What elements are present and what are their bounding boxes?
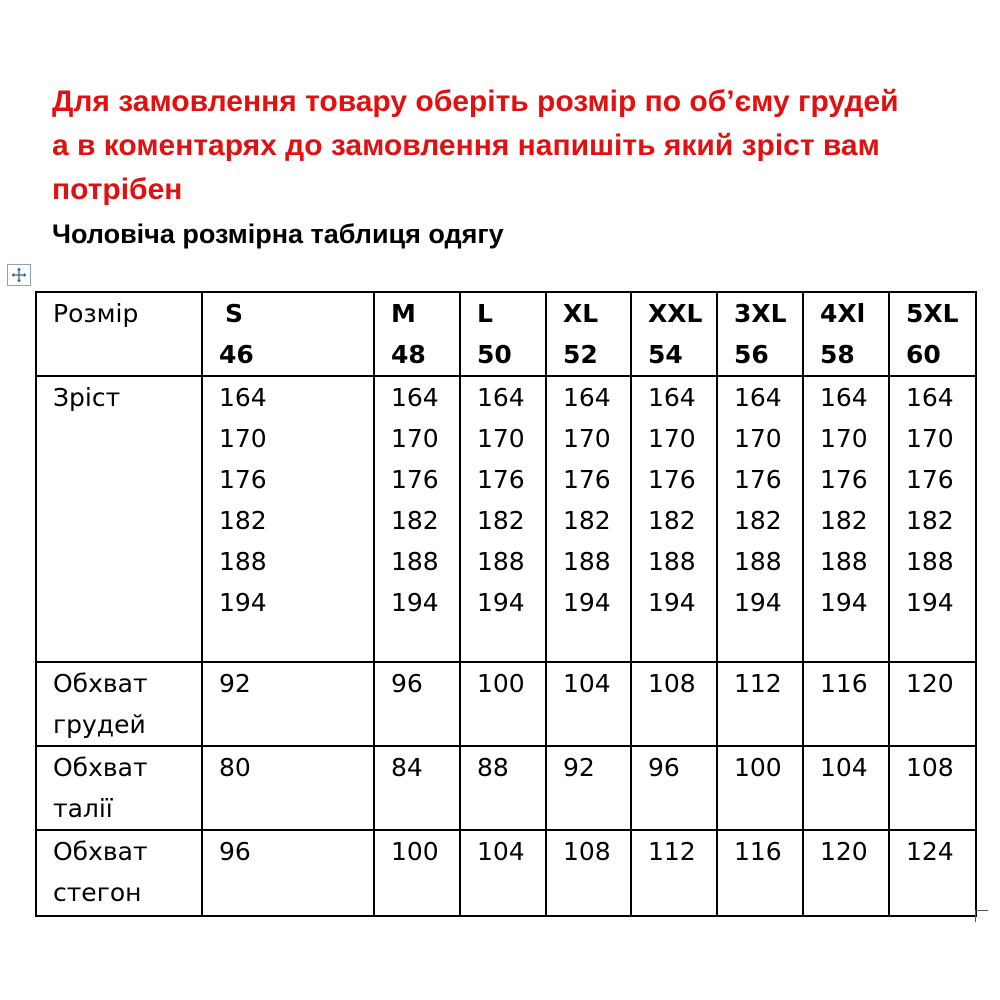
move-arrows-glyph	[11, 267, 27, 283]
waist-value-cell: 108	[889, 746, 976, 830]
height-value: 170	[219, 424, 267, 453]
size-number: 56	[734, 340, 769, 369]
chest-value-cell: 108	[631, 662, 717, 746]
waist-row	[36, 746, 976, 830]
height-value: 164	[391, 383, 439, 412]
height-value: 176	[906, 465, 954, 494]
size-number: 46	[219, 340, 254, 369]
size-code: XL	[563, 299, 599, 328]
height-value: 176	[391, 465, 439, 494]
height-value: 188	[477, 547, 525, 576]
height-value: 164	[820, 383, 868, 412]
chest-value-cell: 112	[717, 662, 803, 746]
height-value: 182	[563, 506, 611, 535]
height-value: 188	[820, 547, 868, 576]
height-value: 170	[477, 424, 525, 453]
height-value: 188	[734, 547, 782, 576]
height-value: 164	[477, 383, 525, 412]
height-value: 176	[734, 465, 782, 494]
chest-value-cell: 92	[202, 662, 374, 746]
order-notice	[52, 80, 982, 212]
height-cell	[803, 376, 889, 662]
height-value: 194	[563, 588, 611, 617]
chest-row	[36, 662, 976, 746]
waist-value-cell: 100	[717, 746, 803, 830]
waist-value-cell: 84	[374, 746, 460, 830]
height-value: 194	[477, 588, 525, 617]
height-cell	[889, 376, 976, 662]
notice-line-1: Для замовлення товару оберіть розмір по об’єму грудей	[52, 85, 899, 118]
height-value: 176	[563, 465, 611, 494]
hip-value-cell: 100	[374, 830, 460, 916]
hip-value-cell: 120	[803, 830, 889, 916]
chest-value-cell: 96	[374, 662, 460, 746]
size-header-l	[460, 292, 546, 376]
waist-label-cell	[36, 746, 202, 830]
header-row	[36, 292, 976, 376]
row-label-line: Обхват	[53, 753, 148, 782]
size-label-cell: Розмір	[36, 292, 202, 376]
size-number: 50	[477, 340, 512, 369]
hip-value-cell: 108	[546, 830, 631, 916]
size-number: 48	[391, 340, 426, 369]
chest-value-cell: 104	[546, 662, 631, 746]
height-value: 176	[219, 465, 267, 494]
height-cell	[631, 376, 717, 662]
hip-label-cell	[36, 830, 202, 916]
size-number: 58	[820, 340, 855, 369]
size-table	[35, 291, 977, 917]
height-value: 194	[391, 588, 439, 617]
size-header-xl	[546, 292, 631, 376]
height-value: 194	[906, 588, 954, 617]
notice-line-2: а в коментарях до замовлення напишіть який зріст вам	[52, 129, 880, 162]
height-value: 182	[219, 506, 267, 535]
height-value: 188	[648, 547, 696, 576]
size-code: L	[477, 299, 493, 328]
height-cell	[202, 376, 374, 662]
waist-value-cell: 92	[546, 746, 631, 830]
height-value: 188	[391, 547, 439, 576]
height-value: 170	[820, 424, 868, 453]
row-label-line: грудей	[53, 710, 146, 739]
height-value: 164	[563, 383, 611, 412]
size-code: S	[225, 299, 244, 328]
table-title: Чоловіча розмірна таблиця одягу	[52, 219, 504, 249]
height-value: 182	[820, 506, 868, 535]
height-value: 176	[477, 465, 525, 494]
chest-label-cell	[36, 662, 202, 746]
height-value: 182	[648, 506, 696, 535]
height-value: 188	[219, 547, 267, 576]
table-end-marker	[975, 910, 988, 922]
height-value: 194	[648, 588, 696, 617]
height-value: 188	[906, 547, 954, 576]
size-header-m	[374, 292, 460, 376]
row-label-line: стегон	[53, 878, 142, 907]
waist-value-cell: 104	[803, 746, 889, 830]
height-value: 170	[734, 424, 782, 453]
height-value: 176	[820, 465, 868, 494]
size-code: 5XL	[906, 299, 959, 328]
notice-line-3: потрібен	[52, 173, 183, 206]
size-number: 52	[563, 340, 598, 369]
size-code: XXL	[648, 299, 703, 328]
hip-value-cell: 104	[460, 830, 546, 916]
size-number: 54	[648, 340, 683, 369]
height-value: 176	[648, 465, 696, 494]
size-code: 3XL	[734, 299, 787, 328]
height-value: 170	[563, 424, 611, 453]
chest-value-cell: 116	[803, 662, 889, 746]
hip-value-cell: 116	[717, 830, 803, 916]
height-row	[36, 376, 976, 662]
waist-value-cell: 88	[460, 746, 546, 830]
height-value: 164	[219, 383, 267, 412]
chest-value-cell: 120	[889, 662, 976, 746]
height-value: 170	[391, 424, 439, 453]
height-value: 170	[906, 424, 954, 453]
height-cell	[374, 376, 460, 662]
waist-value-cell: 96	[631, 746, 717, 830]
size-header-4xl	[803, 292, 889, 376]
height-cell	[460, 376, 546, 662]
height-value: 194	[219, 588, 267, 617]
height-value: 182	[906, 506, 954, 535]
height-value: 182	[477, 506, 525, 535]
move-arrows-icon[interactable]	[7, 264, 31, 286]
height-value: 164	[734, 383, 782, 412]
size-number: 60	[906, 340, 941, 369]
size-code: M	[391, 299, 416, 328]
height-value: 194	[734, 588, 782, 617]
height-value: 194	[820, 588, 868, 617]
height-value: 170	[648, 424, 696, 453]
height-cell	[546, 376, 631, 662]
hip-value-cell: 124	[889, 830, 976, 916]
height-value: 182	[734, 506, 782, 535]
hip-value-cell: 96	[202, 830, 374, 916]
height-value: 188	[563, 547, 611, 576]
waist-value-cell: 80	[202, 746, 374, 830]
size-code: 4Xl	[820, 299, 866, 328]
size-header-s	[202, 292, 374, 376]
row-label-line: Обхват	[53, 837, 148, 866]
chest-value-cell: 100	[460, 662, 546, 746]
height-label-cell: Зріст	[36, 376, 202, 662]
size-header-5xl	[889, 292, 976, 376]
hip-value-cell: 112	[631, 830, 717, 916]
height-value: 164	[906, 383, 954, 412]
height-cell	[717, 376, 803, 662]
row-label-line: талії	[53, 794, 113, 823]
height-value: 164	[648, 383, 696, 412]
size-header-xxl	[631, 292, 717, 376]
height-value: 182	[391, 506, 439, 535]
hip-row	[36, 830, 976, 916]
row-label-line: Обхват	[53, 669, 148, 698]
size-header-3xl	[717, 292, 803, 376]
